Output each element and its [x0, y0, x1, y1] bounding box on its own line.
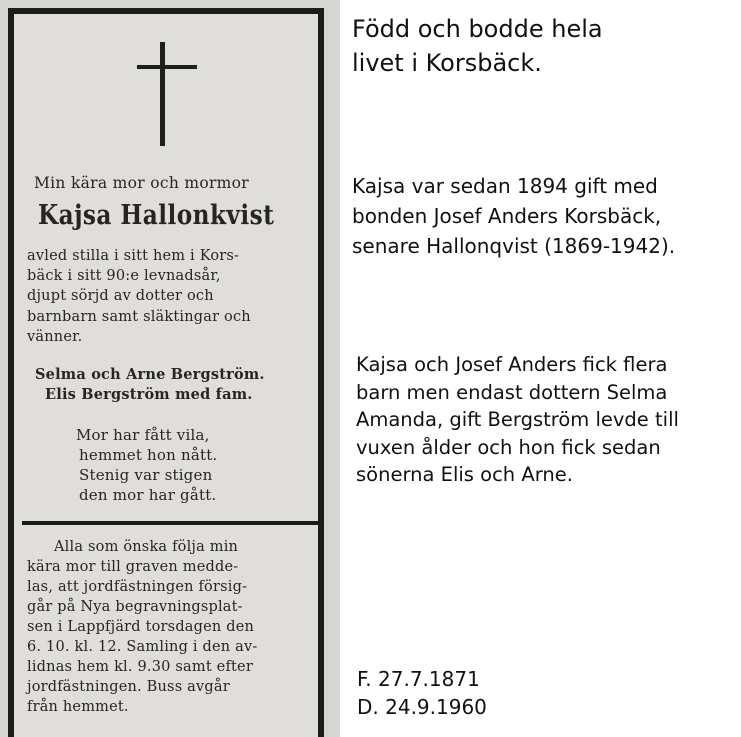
death-date: D. 24.9.1960	[357, 695, 487, 719]
note-line: senare Hallonqvist (1869-1942).	[352, 234, 676, 258]
note-dates	[357, 665, 487, 721]
obituary-line: bäck i sitt 90:e levnadsår,	[27, 268, 221, 284]
note-line: barn men endast dottern Selma	[356, 380, 668, 404]
funeral-notice-line: kära mor till graven medde-	[27, 559, 239, 575]
obituary-line: djupt sörjd av dotter och	[27, 288, 214, 304]
note-line: Kajsa var sedan 1894 gift med	[352, 174, 658, 198]
note-line: vuxen ålder och hon fick sedan	[356, 435, 661, 459]
funeral-notice-line: Alla som önska följa min	[54, 539, 239, 555]
funeral-notice-line: 6. 10. kl. 12. Samling i den av-	[27, 639, 258, 655]
deceased-name: Kajsa Hallonkvist	[38, 200, 275, 231]
funeral-notice-line: från hemmet.	[27, 699, 129, 715]
signature-line: Elis Bergström med fam.	[45, 386, 253, 403]
signature-line: Selma och Arne Bergström.	[35, 366, 265, 383]
birth-date: F. 27.7.1871	[357, 667, 480, 691]
poem-line: Stenig var stigen	[79, 466, 213, 484]
note-marriage	[352, 171, 675, 261]
funeral-notice-line: går på Nya begravningsplat-	[27, 599, 243, 615]
note-line: sönerna Elis och Arne.	[356, 463, 573, 486]
poem-line: Mor har fått vila,	[76, 426, 210, 444]
cross-icon-bar	[137, 65, 197, 69]
obituary-line: avled stilla i sitt hem i Kors-	[27, 248, 240, 264]
obituary-intro: Min kära mor och mormor	[34, 174, 250, 192]
poem-line: hemmet hon nått.	[79, 446, 218, 464]
cross-icon	[160, 42, 165, 146]
funeral-notice-line: lidnas hem kl. 9.30 samt efter	[27, 659, 253, 675]
note-line: Amanda, gift Bergström levde till	[356, 408, 679, 431]
note-line: bonden Josef Anders Korsbäck,	[352, 204, 662, 228]
divider	[22, 521, 324, 525]
funeral-notice-line: las, att jordfästningen försig-	[27, 579, 248, 595]
newspaper-clipping	[0, 0, 340, 737]
obituary-line: vänner.	[27, 329, 83, 345]
note-children	[356, 351, 679, 489]
note-birthplace	[352, 12, 603, 80]
poem-line: den mor har gått.	[79, 486, 217, 504]
note-line: Kajsa och Josef Anders fick flera	[356, 353, 668, 376]
obituary-line: barnbarn samt släktingar och	[27, 309, 251, 325]
note-line: livet i Korsbäck.	[352, 49, 542, 77]
funeral-notice-line: jordfästningen. Buss avgår	[27, 679, 230, 695]
note-line: Född och bodde hela	[352, 15, 603, 43]
funeral-notice-line: sen i Lappfjärd torsdagen den	[27, 619, 255, 635]
